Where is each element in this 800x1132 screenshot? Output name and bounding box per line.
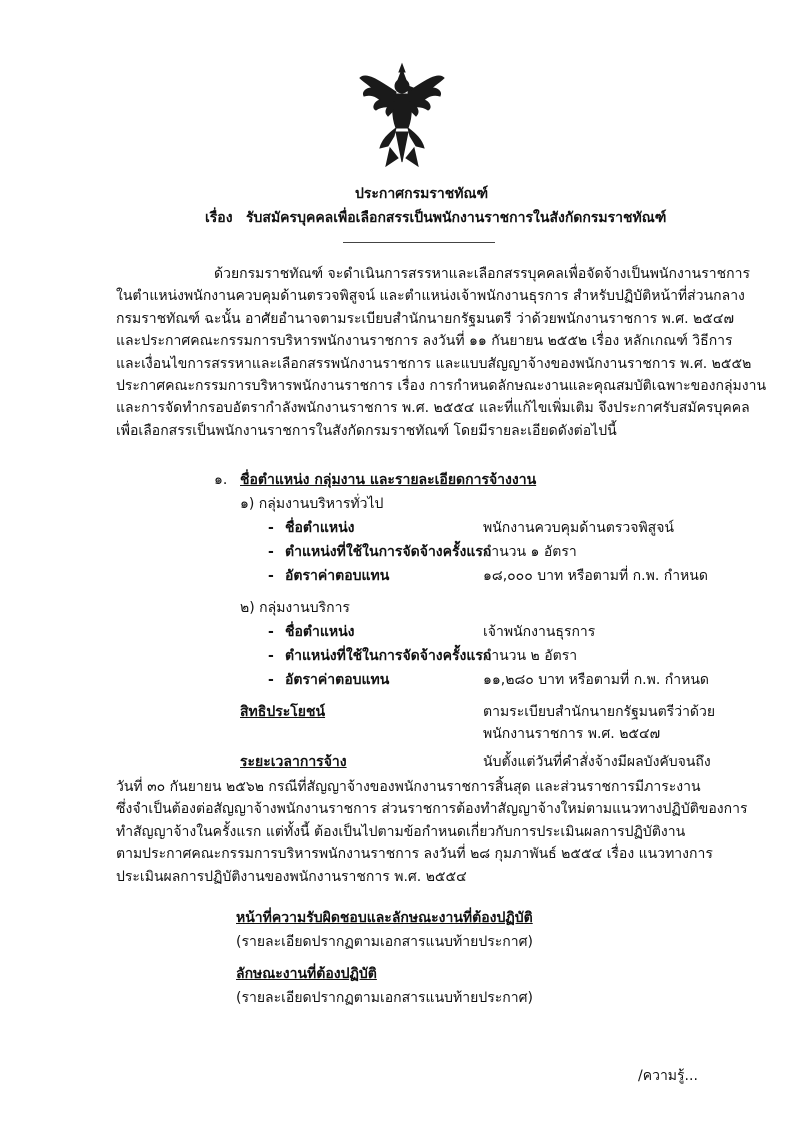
row-label: อัตราค่าตอบแทน	[285, 672, 390, 688]
row-label: ตำแหน่งที่ใช้ในการจัดจ้างครั้งแรก	[285, 544, 492, 560]
period-line: ตามประกาศคณะกรรมการบริหารพนักงานราชการ ลงวันที่ ๒๘ กุมภาพันธ์ ๒๕๕๔ เรื่อง แนวทางการ	[116, 846, 713, 863]
row-label: ตำแหน่งที่ใช้ในการจัดจ้างครั้งแรก	[285, 648, 492, 664]
bullet-dash: -	[268, 624, 274, 640]
intro-line: และการจัดทำกรอบอัตรากำลังพนักงานราชการ พ.ศ. ๒๕๕๔ และที่แก้ไขเพิ่มเติม จึงประกาศรับสมัครบุคคล	[116, 400, 750, 417]
row-value: พนักงานควบคุมด้านตรวจพิสูจน์	[483, 520, 674, 536]
group-heading: ๒) กลุ่มงานบริการ	[240, 600, 350, 616]
intro-line: เพื่อเลือกสรรเป็นพนักงานราชการในสังกัดกรมราชทัณฑ์ โดยมีรายละเอียดดังต่อไปนี้	[116, 422, 617, 439]
employment-period-paragraph	[116, 776, 748, 888]
intro-line: ในตำแหน่งพนักงานควบคุมด้านตรวจพิสูจน์ และตำแหน่งเจ้าพนักงานธุรการ สำหรับปฏิบัติหน้าที่ส่วนกลาง	[116, 288, 745, 305]
garuda-emblem-icon	[358, 62, 446, 170]
bullet-dash: -	[268, 648, 274, 664]
row-value: เจ้าพนักงานธุรการ	[483, 624, 596, 640]
row-value: ๑๑,๒๘๐ บาท หรือตามที่ ก.พ. กำหนด	[483, 672, 709, 688]
period-line: ทำสัญญาจ้างในครั้งแรก แต่ทั้งนี้ ต้องเป็นไปตามข้อกำหนดเกี่ยวกับการประเมินผลการปฏิบัติงาน	[116, 823, 686, 840]
job-nature-label: ลักษณะงานที่ต้องปฏิบัติ	[236, 966, 377, 982]
benefits-value: พนักงานราชการ พ.ศ. ๒๕๔๗	[483, 726, 661, 742]
announcement-title: ประกาศกรมราชทัณฑ์	[355, 186, 489, 202]
employment-period-first-line: นับตั้งแต่วันที่คำสั่งจ้างมีผลบังคับจนถึง	[483, 754, 711, 770]
bullet-dash: -	[268, 520, 274, 536]
period-line: ประเมินผลการปฏิบัติงานของพนักงานราชการ พ.ศ. ๒๕๕๔	[116, 868, 467, 885]
section-number: ๑.	[214, 472, 228, 488]
period-line: ซึ่งจำเป็นต้องต่อสัญญาจ้างพนักงานราชการ ส่วนราชการต้องทำสัญญาจ้างใหม่ตามแนวทางปฏิบัติของการ	[116, 801, 748, 818]
intro-line: ประกาศคณะกรรมการบริหารพนักงานราชการ เรื่อง การกำหนดลักษณะงานและคุณสมบัติเฉพาะของกลุ่มงาน	[116, 378, 767, 395]
subject-text: รับสมัครบุคคลเพื่อเลือกสรรเป็นพนักงานราชการในสังกัดกรมราชทัณฑ์	[246, 210, 667, 226]
bullet-dash: -	[268, 672, 274, 688]
intro-line: กรมราชทัณฑ์ ฉะนั้น อาศัยอำนาจตามระเบียบสำนักนายกรัฐมนตรี ว่าด้วยพนักงานราชการ พ.ศ. ๒๕๔๗	[116, 310, 734, 327]
row-value: จำนวน ๒ อัตรา	[483, 648, 578, 664]
header-divider	[343, 242, 495, 243]
intro-line: และประกาศคณะกรรมการบริหารพนักงานราชการ ลงวันที่ ๑๑ กันยายน ๒๕๕๒ เรื่อง หลักเกณฑ์ วิธีการ	[116, 333, 733, 350]
duties-note: (รายละเอียดปรากฏตามเอกสารแนบท้ายประกาศ)	[236, 934, 533, 950]
row-value: ๑๘,๐๐๐ บาท หรือตามที่ ก.พ. กำหนด	[483, 568, 708, 584]
intro-paragraph	[116, 263, 767, 442]
employment-period-label: ระยะเวลาการจ้าง	[240, 754, 347, 770]
duties-label: หน้าที่ความรับผิดชอบและลักษณะงานที่ต้องปฏิบัติ	[236, 910, 533, 926]
continue-marker: /ความรู้...	[638, 1068, 698, 1084]
row-label: อัตราค่าตอบแทน	[285, 568, 390, 584]
benefits-label: สิทธิประโยชน์	[240, 704, 326, 720]
row-value: จำนวน ๑ อัตรา	[483, 544, 577, 560]
job-nature-note: (รายละเอียดปรากฏตามเอกสารแนบท้ายประกาศ)	[236, 990, 533, 1006]
bullet-dash: -	[268, 568, 274, 584]
intro-line: และเงื่อนไขการสรรหาและเลือกสรรพนักงานราชการ และแบบสัญญาจ้างของพนักงานราชการ พ.ศ. ๒๕๕๒	[116, 355, 752, 372]
period-line: วันที่ ๓๐ กันยายน ๒๕๖๒ กรณีที่สัญญาจ้างของพนักงานราชการสิ้นสุด และส่วนราชการมีภาระงาน	[116, 779, 701, 795]
bullet-dash: -	[268, 544, 274, 560]
row-label: ชื่อตำแหน่ง	[285, 624, 355, 640]
section-title: ชื่อตำแหน่ง กลุ่มงาน และรายละเอียดการจ้างงาน	[240, 472, 537, 488]
intro-line: ด้วยกรมราชทัณฑ์ จะดำเนินการสรรหาและเลือกสรรบุคคลเพื่อจัดจ้างเป็นพนักงานราชการ	[214, 266, 750, 282]
benefits-value: ตามระเบียบสำนักนายกรัฐมนตรีว่าด้วย	[483, 704, 716, 720]
subject-label: เรื่อง	[205, 210, 233, 226]
group-heading: ๑) กลุ่มงานบริหารทั่วไป	[240, 496, 384, 512]
row-label: ชื่อตำแหน่ง	[285, 520, 355, 536]
